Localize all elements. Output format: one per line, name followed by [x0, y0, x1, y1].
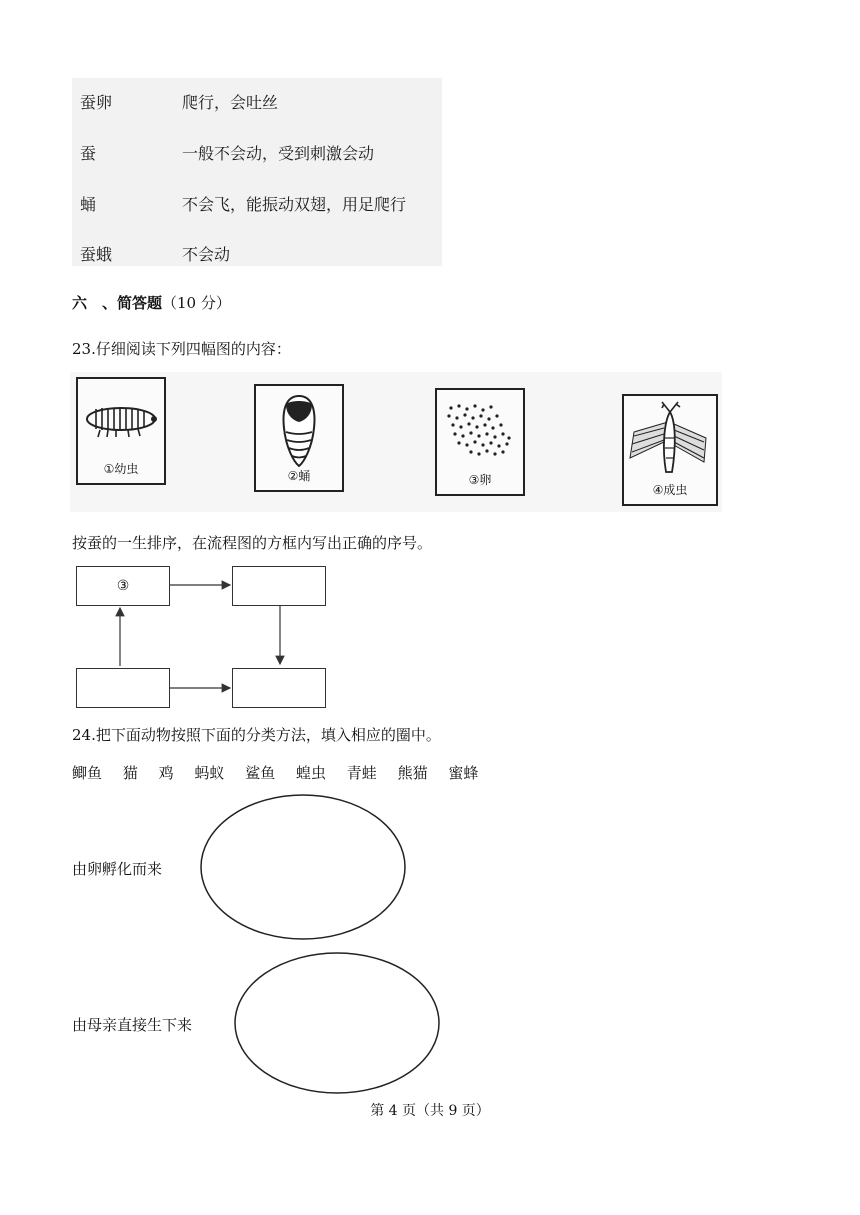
pupa-icon — [256, 390, 342, 470]
answer-circle-born-live[interactable] — [232, 950, 442, 1096]
picture-caption: ④成虫 — [652, 483, 688, 497]
picture-card-larva — [76, 377, 166, 485]
picture-caption: ①幼虫 — [103, 462, 139, 476]
section-title: 六 、简答题 — [72, 294, 163, 312]
picture-caption: ③卵 — [468, 473, 492, 487]
lifecycle-pictures — [70, 372, 722, 512]
picture-card-pupa — [254, 384, 344, 492]
larva-icon — [78, 387, 164, 457]
animal-item: 蚂蚁 — [194, 764, 225, 782]
animal-item: 蜜蜂 — [448, 764, 479, 782]
question-23-instruction: 按蚕的一生排序，在流程图的方框内写出正确的序号。 — [72, 534, 433, 552]
eggs-icon — [437, 394, 523, 474]
animal-item: 熊猫 — [397, 764, 428, 782]
stage-description: 一般不会动，受到刺激会动 — [182, 144, 375, 163]
animal-item: 蝗虫 — [295, 764, 326, 782]
flow-box-4[interactable] — [76, 668, 170, 708]
category-label-born-live: 由母亲直接生下来 — [72, 1016, 193, 1034]
flow-box-1[interactable]: ③ — [76, 566, 170, 606]
category-label-hatched: 由卵孵化而来 — [72, 860, 163, 878]
picture-card-moth — [622, 394, 718, 506]
flow-box-3[interactable] — [232, 668, 326, 708]
picture-card-eggs — [435, 388, 525, 496]
picture-caption: ②蛹 — [287, 469, 311, 483]
section-score: （10 分） — [162, 294, 231, 312]
stage-name: 蚕蛾 — [80, 245, 113, 264]
question-24-prompt: 24.把下面动物按照下面的分类方法，填入相应的圈中。 — [72, 726, 441, 744]
stage-description: 不会飞，能振动双翅，用足爬行 — [182, 195, 407, 214]
animal-item: 鲨鱼 — [245, 764, 276, 782]
answer-circle-hatched[interactable] — [198, 792, 408, 942]
section-heading — [72, 292, 231, 313]
stage-name: 蚕卵 — [80, 93, 113, 112]
moth-icon — [624, 398, 716, 482]
page-number: 第 4 页（共 9 页） — [370, 1103, 490, 1119]
stage-name: 蛹 — [80, 195, 97, 214]
animal-list — [72, 762, 494, 783]
question-23-prompt: 23.仔细阅读下列四幅图的内容： — [72, 340, 291, 358]
animal-item: 鲫鱼 — [72, 764, 103, 782]
flow-box-2[interactable] — [232, 566, 326, 606]
stage-description-table — [72, 78, 442, 266]
animal-item: 鸡 — [158, 764, 174, 782]
animal-item: 猫 — [122, 764, 138, 782]
stage-name: 蚕 — [80, 144, 97, 163]
animal-item: 青蛙 — [346, 764, 377, 782]
lifecycle-flowchart — [70, 558, 340, 710]
stage-description: 爬行，会吐丝 — [182, 93, 279, 112]
stage-description: 不会动 — [182, 245, 231, 264]
